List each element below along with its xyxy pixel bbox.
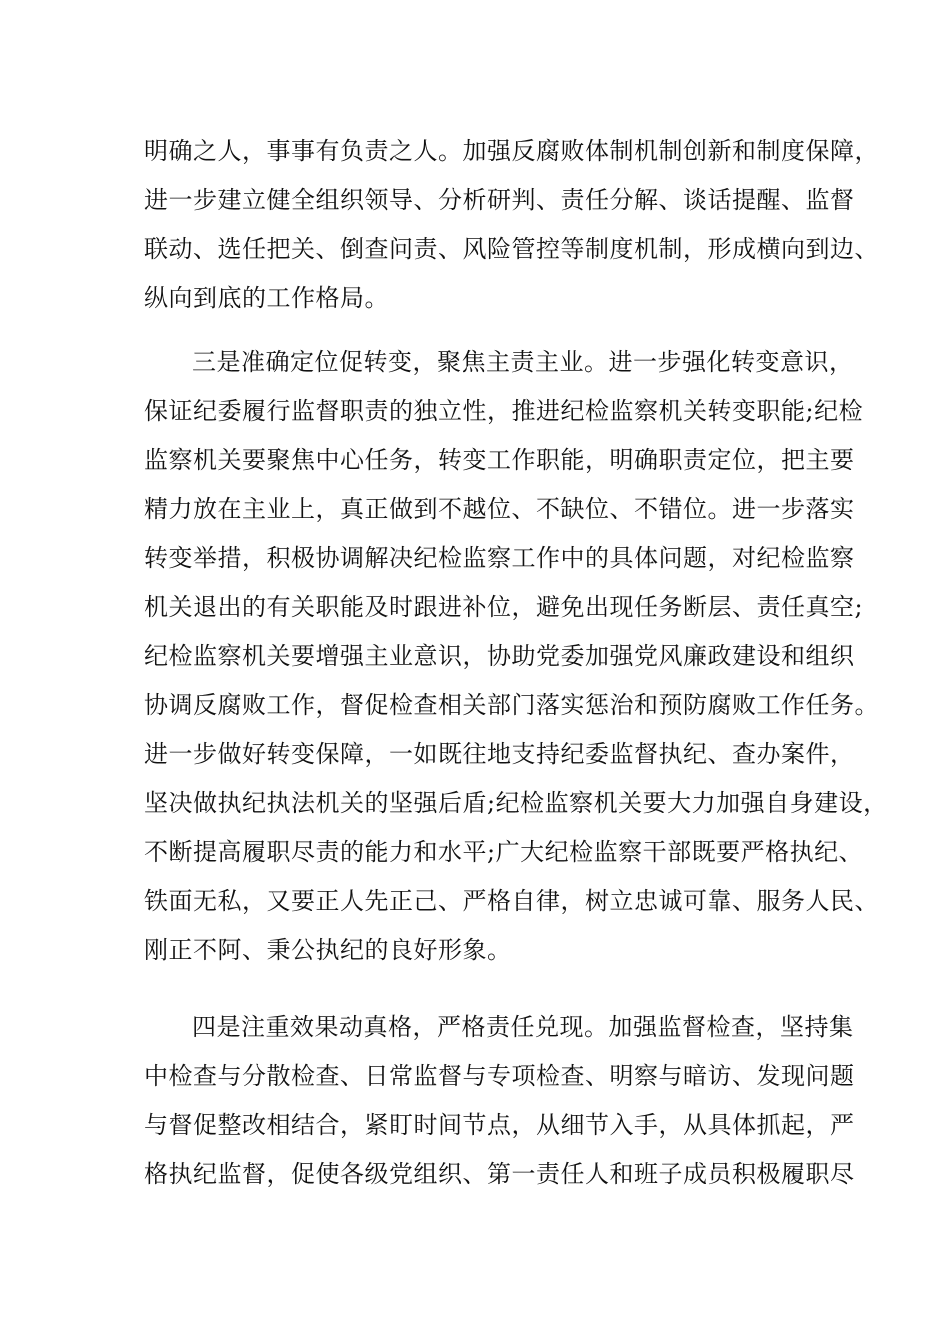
- paragraph-1-line-4: 纵向到底的工作格局。: [144, 284, 389, 312]
- paragraph-2-line-2: 保证纪委履行监督职责的独立性，推进纪检监察机关转变职能;纪检: [144, 397, 864, 425]
- paragraph-3-line-1: 四是注重效果动真格，严格责任兑现。加强监督检查，坚持集: [192, 1013, 854, 1041]
- paragraph-2-line-3: 监察机关要聚焦中心任务，转变工作职能，明确职责定位，把主要: [144, 446, 855, 474]
- paragraph-1-line-3: 联动、选任把关、倒查问责、风险管控等制度机制，形成横向到边、: [144, 235, 879, 263]
- paragraph-2-line-11: 不断提高履职尽责的能力和水平;广大纪检监察干部既要严格执纪、: [144, 838, 864, 866]
- paragraph-2-line-10: 坚决做执纪执法机关的坚强后盾;纪检监察机关要大力加强自身建设，: [144, 789, 888, 817]
- paragraph-3-line-3: 与督促整改相结合，紧盯时间节点，从细节入手，从具体抓起，严: [144, 1111, 855, 1139]
- paragraph-2-line-13: 刚正不阿、秉公执纪的良好形象。: [144, 936, 512, 964]
- paragraph-3-line-2: 中检查与分散检查、日常监督与专项检查、明察与暗访、发现问题: [144, 1062, 855, 1090]
- paragraph-1-line-1: 明确之人，事事有负责之人。加强反腐败体制机制创新和制度保障，: [144, 137, 879, 165]
- paragraph-2-line-7: 纪检监察机关要增强主业意识，协助党委加强党风廉政建设和组织: [144, 642, 855, 670]
- paragraph-2-line-6: 机关退出的有关职能及时跟进补位，避免出现任务断层、责任真空;: [144, 593, 864, 621]
- paragraph-2-line-12: 铁面无私，又要正人先正己、严格自律，树立忠诚可靠、服务人民、: [144, 887, 879, 915]
- paragraph-2-line-8: 协调反腐败工作，督促检查相关部门落实惩治和预防腐败工作任务。: [144, 691, 879, 719]
- paragraph-2-line-9: 进一步做好转变保障，一如既往地支持纪委监督执纪、查办案件，: [144, 740, 855, 768]
- paragraph-3-line-4: 格执纪监督，促使各级党组织、第一责任人和班子成员积极履职尽: [144, 1160, 855, 1188]
- paragraph-1-line-2: 进一步建立健全组织领导、分析研判、责任分解、谈话提醒、监督: [144, 186, 855, 214]
- paragraph-2-line-4: 精力放在主业上，真正做到不越位、不缺位、不错位。进一步落实: [144, 495, 855, 523]
- paragraph-2-line-5: 转变举措，积极协调解决纪检监察工作中的具体问题，对纪检监察: [144, 544, 855, 572]
- paragraph-2-line-1: 三是准确定位促转变，聚焦主责主业。进一步强化转变意识，: [192, 348, 854, 376]
